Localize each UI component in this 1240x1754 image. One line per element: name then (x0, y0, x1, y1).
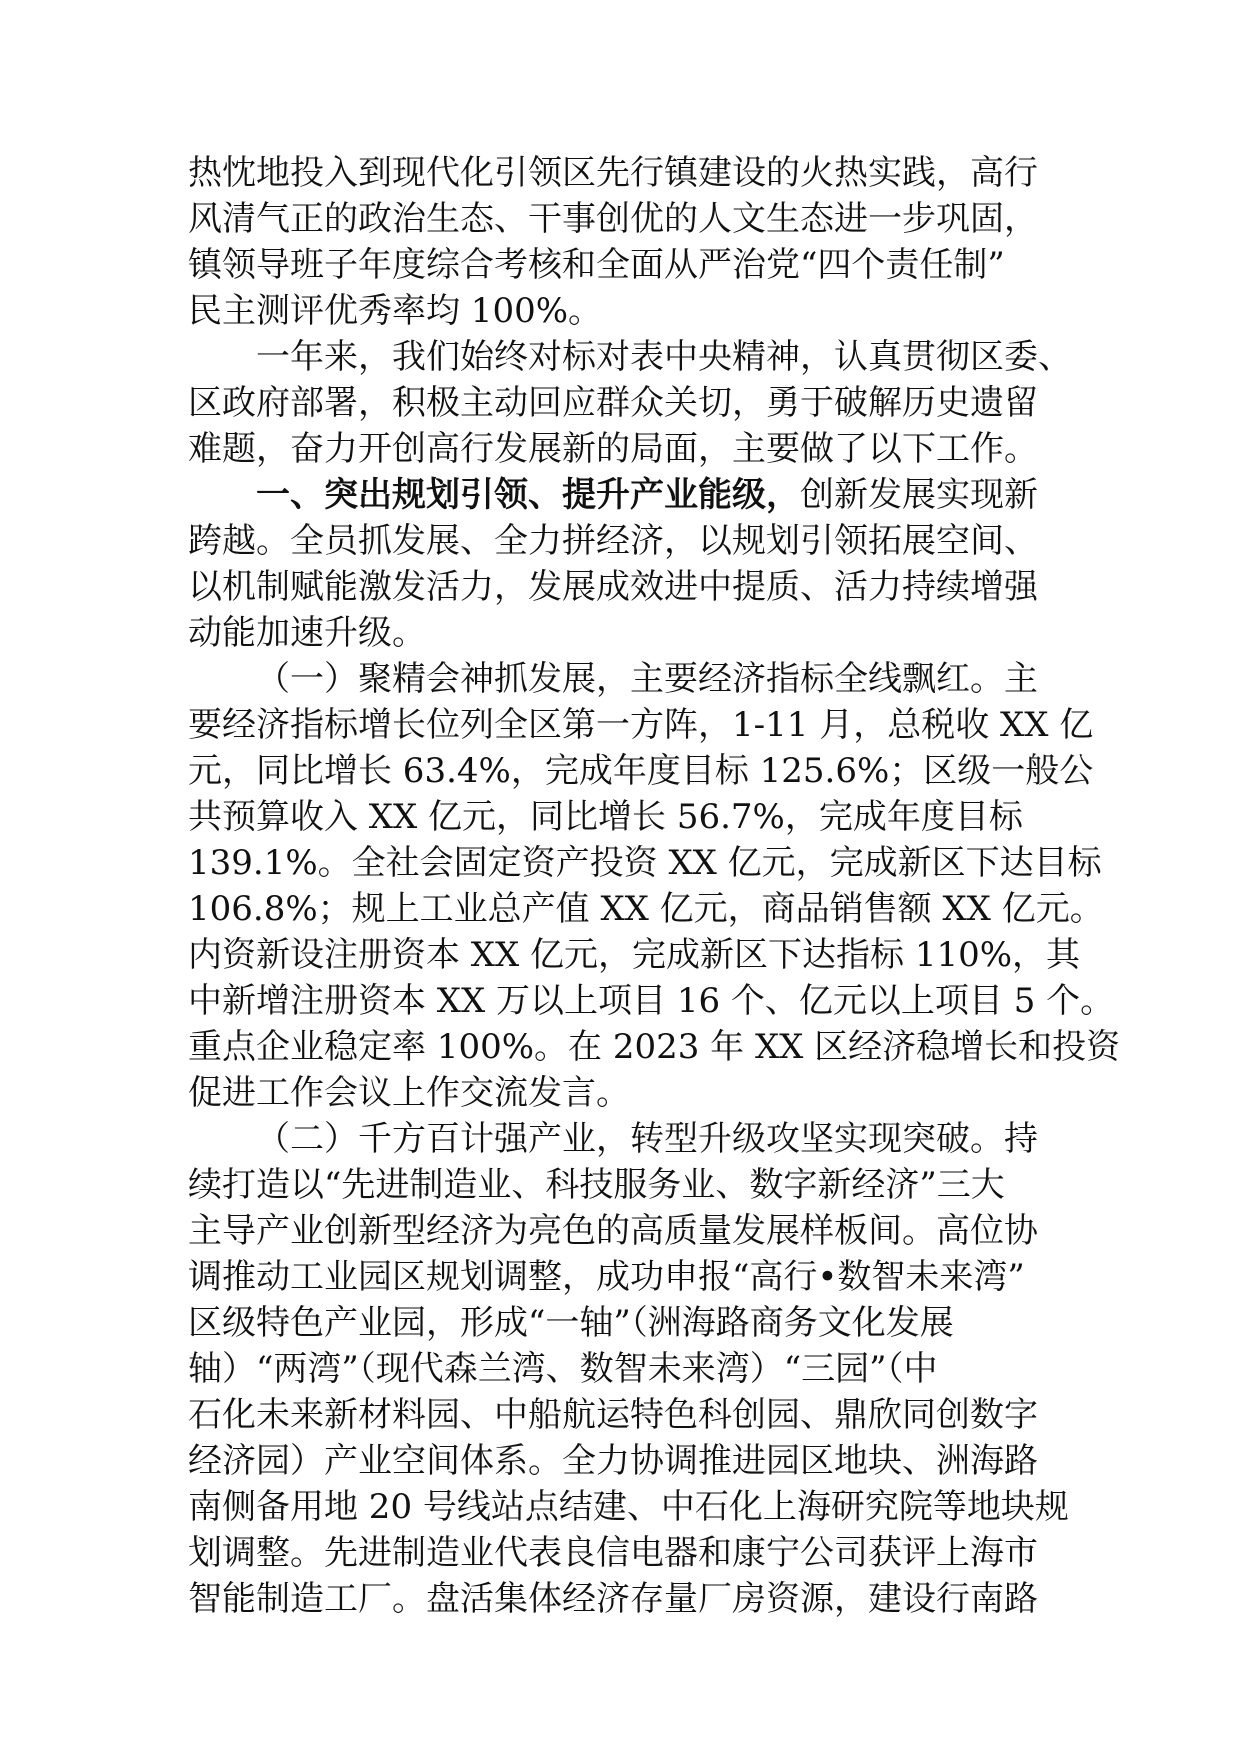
text-line: 南侧备用地 20 号线站点结建、中石化上海研究院等地块规 (188, 1487, 1069, 1527)
text-line: 动能加速升级。 (188, 613, 426, 653)
text-line: 跨越。全员抓发展、全力拼经济，以规划引领拓展空间、 (188, 521, 1038, 561)
text-line: 续打造以“先进制造业、科技服务业、数字新经济”三大 (188, 1165, 1005, 1205)
text-line: 共预算收入 XX 亿元，同比增长 56.7%，完成年度目标 (188, 797, 1023, 837)
section-heading-line (188, 472, 1052, 518)
text-line: 以机制赋能激发活力，发展成效进中提质、活力持续增强 (188, 567, 1038, 607)
text-line: 106.8%；规上工业总产值 XX 亿元，商品销售额 XX 亿元。 (188, 889, 1104, 929)
text-line: 促进工作会议上作交流发言。 (188, 1073, 630, 1113)
text-line: 元，同比增长 63.4%，完成年度目标 125.6%；区级一般公 (188, 751, 1094, 791)
section-heading-tail: 创新发展实现新 (800, 475, 1038, 515)
text-line: 石化未来新材料园、中船航运特色科创园、鼎欣同创数字 (188, 1395, 1038, 1435)
text-line: 镇领导班子年度综合考核和全面从严治党“四个责任制” (188, 245, 1005, 285)
paragraph-first-line: 一年来，我们始终对标对表中央精神，认真贯彻区委、 (256, 337, 1072, 377)
text-line: 要经济指标增长位列全区第一方阵，1-11 月，总税收 XX 亿 (188, 705, 1094, 745)
text-line: 内资新设注册资本 XX 亿元，完成新区下达指标 110%，其 (188, 935, 1081, 975)
text-line: 轴）“两湾”（现代森兰湾、数智未来湾）“三园”（中 (188, 1349, 938, 1389)
text-line: 民主测评优秀率均 100%。 (188, 291, 603, 331)
text-line: 主导产业创新型经济为亮色的高质量发展样板间。高位协 (188, 1211, 1038, 1251)
text-line: 难题，奋力开创高行发展新的局面，主要做了以下工作。 (188, 429, 1038, 469)
subsection-first-line: （二）千方百计强产业，转型升级攻坚实现突破。持 (256, 1119, 1038, 1159)
text-line: 划调整。先进制造业代表良信电器和康宁公司获评上海市 (188, 1533, 1038, 1573)
text-line: 热忱地投入到现代化引领区先行镇建设的火热实践，高行 (188, 153, 1038, 193)
text-line: 风清气正的政治生态、干事创优的人文生态进一步巩固， (188, 199, 1038, 239)
text-line: 重点企业稳定率 100%。在 2023 年 XX 区经济稳增长和投资 (188, 1027, 1121, 1067)
text-line: 智能制造工厂。盘活集体经济存量厂房资源，建设行南路 (188, 1579, 1038, 1619)
text-line: 区政府部署，积极主动回应群众关切，勇于破解历史遗留 (188, 383, 1038, 423)
text-line: 经济园）产业空间体系。全力协调推进园区地块、洲海路 (188, 1441, 1038, 1481)
section-heading: 一、突出规划引领、提升产业能级， (256, 475, 800, 515)
text-line: 中新增注册资本 XX 万以上项目 16 个、亿元以上项目 5 个。 (188, 981, 1115, 1021)
text-line: 区级特色产业园，形成“一轴”（洲海路商务文化发展 (188, 1303, 954, 1343)
text-line: 调推动工业园区规划调整，成功申报“高行•数智未来湾” (188, 1257, 1025, 1297)
subsection-first-line: （一）聚精会神抓发展，主要经济指标全线飘红。主 (256, 659, 1038, 699)
body-text (188, 150, 1121, 1622)
text-line: 139.1%。全社会固定资产投资 XX 亿元，完成新区下达目标 (188, 843, 1102, 883)
